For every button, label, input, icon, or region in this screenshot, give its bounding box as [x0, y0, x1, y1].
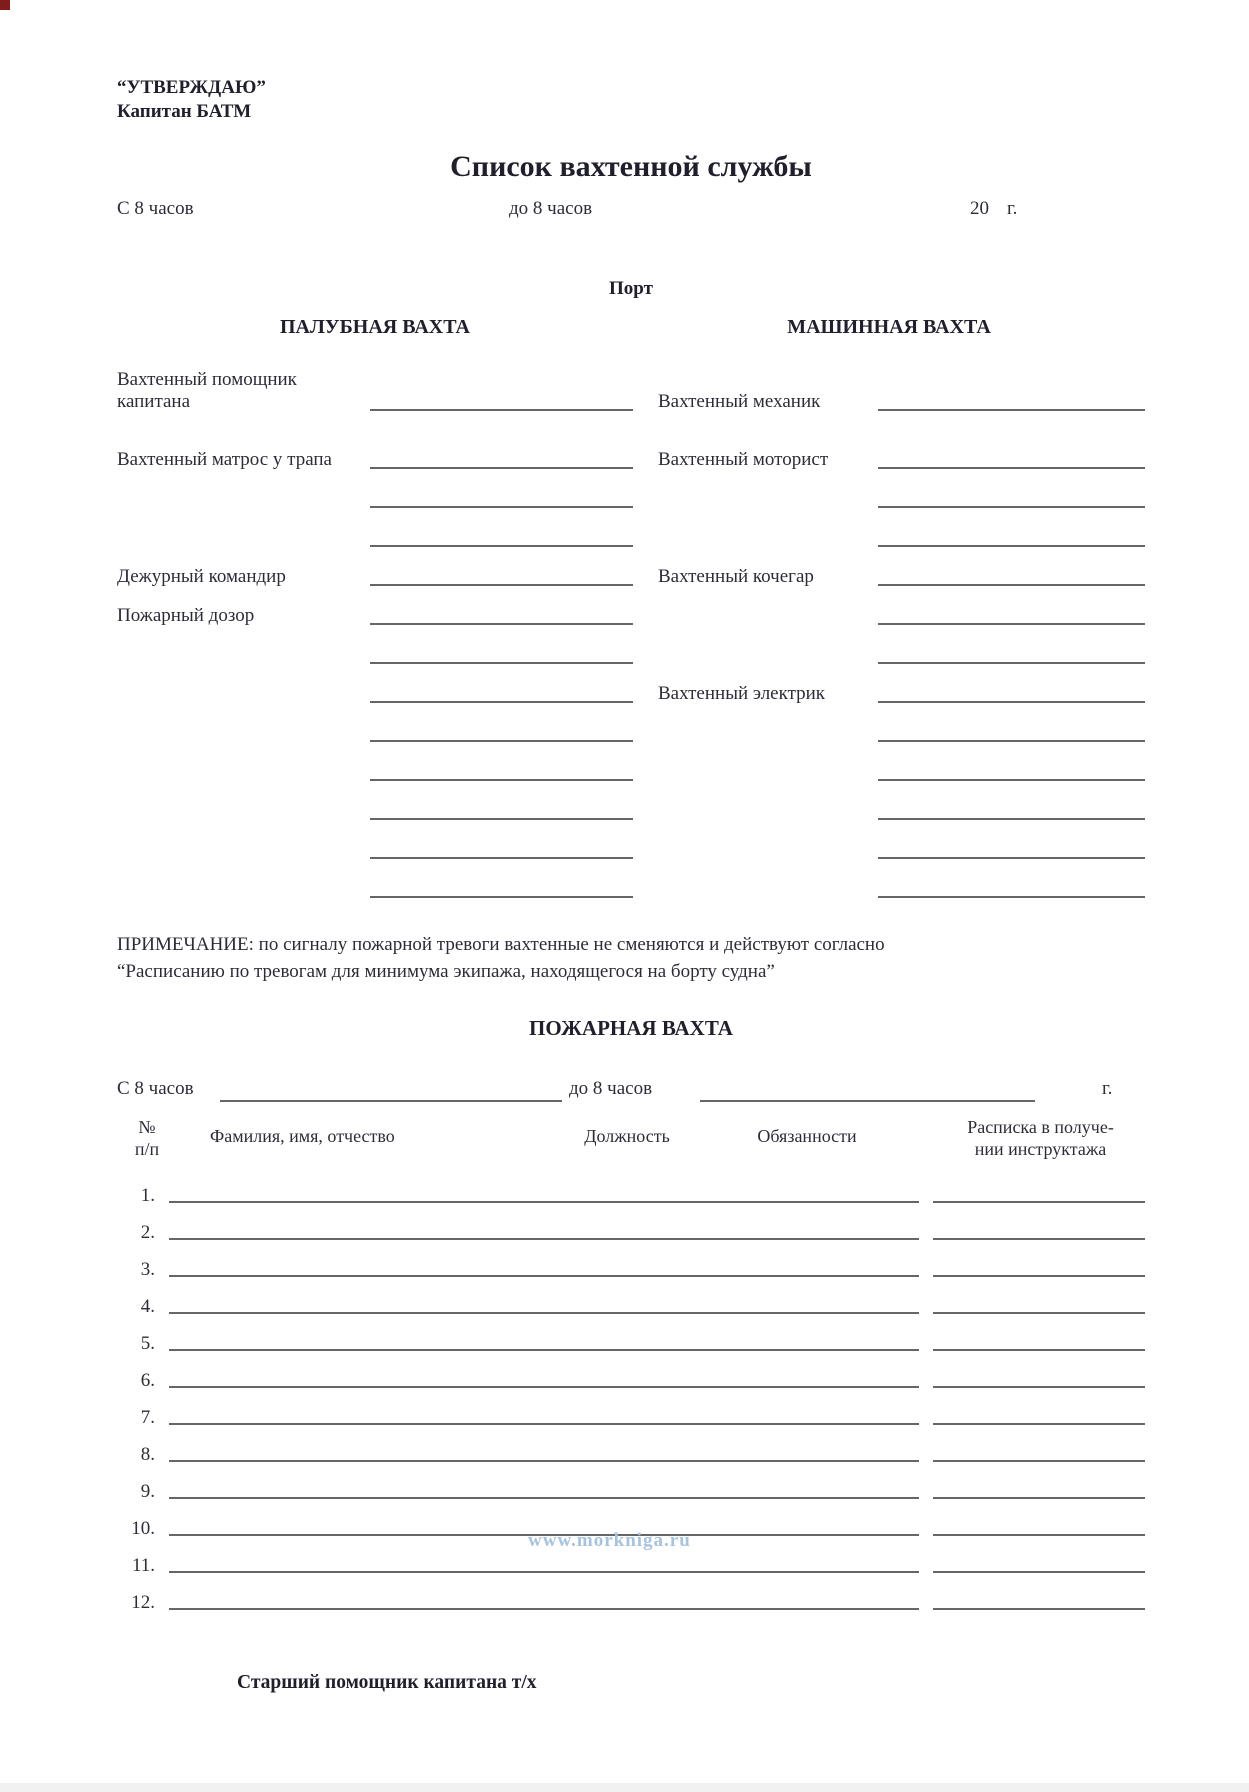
watch-row-label: Вахтенный электрик: [658, 683, 826, 705]
engine-watch-rows: [633, 356, 1145, 901]
watch-row: [117, 511, 633, 550]
table-row: [117, 1318, 1145, 1355]
fill-in-line: [878, 584, 1145, 586]
watch-row-label: Вахтенный кочегар: [658, 566, 814, 588]
table-row: [117, 1392, 1145, 1429]
fill-in-line: [169, 1423, 919, 1425]
column-header-receipt-line1: Расписка в получе-: [967, 1116, 1114, 1137]
fill-in-line: [169, 1238, 919, 1240]
watch-row: [633, 472, 1145, 511]
fire-year-suffix: г.: [1102, 1077, 1113, 1099]
table-row: [117, 1466, 1145, 1503]
watermark-text: www.morkniga.ru: [528, 1530, 691, 1551]
note-line-1: ПРИМЕЧАНИЕ: по сигналу пожарной тревоги вахтенные не сменяются и действуют согласно: [117, 933, 885, 955]
fire-period-row: [117, 1078, 1145, 1106]
fill-in-line: [370, 740, 633, 742]
receipt-fill-in-line: [933, 1608, 1145, 1610]
fill-in-line: [370, 409, 633, 411]
table-row: [117, 1577, 1145, 1614]
table-row: [117, 1355, 1145, 1392]
watch-row: [117, 628, 633, 667]
fill-in-line: [169, 1349, 919, 1351]
watch-row: [633, 706, 1145, 745]
fill-in-line: [220, 1100, 562, 1102]
table-row: [117, 1244, 1145, 1281]
watch-row: [633, 511, 1145, 550]
fire-period-from-label: С 8 часов: [117, 1077, 194, 1099]
fill-in-line: [370, 506, 633, 508]
receipt-fill-in-line: [933, 1497, 1145, 1499]
watch-row: [633, 550, 1145, 589]
period-row: [117, 198, 1145, 222]
column-header-number: [123, 1116, 171, 1161]
row-number: 4.: [140, 1295, 155, 1317]
receipt-fill-in-line: [933, 1201, 1145, 1203]
note-block: [117, 931, 1145, 986]
receipt-fill-in-line: [933, 1534, 1145, 1536]
fill-in-line: [169, 1312, 919, 1314]
fill-in-line: [878, 896, 1145, 898]
row-number: 11.: [131, 1554, 155, 1576]
watch-row: [633, 862, 1145, 901]
fill-in-line: [878, 857, 1145, 859]
engine-watch-heading: МАШИННАЯ ВАХТА: [787, 315, 991, 338]
watch-row-label: Вахтенный помощник капитана: [117, 368, 297, 413]
fire-watch-heading: ПОЖАРНАЯ ВАХТА: [529, 1015, 733, 1040]
watch-row: [117, 356, 633, 414]
approval-block: [117, 76, 1145, 124]
receipt-fill-in-line: [933, 1238, 1145, 1240]
watch-row: [633, 784, 1145, 823]
fill-in-line: [878, 545, 1145, 547]
row-number: 2.: [140, 1221, 155, 1243]
fire-period-to-label: до 8 часов: [569, 1077, 653, 1099]
fire-table-header: [117, 1116, 1145, 1166]
column-header-number-line2: п/п: [134, 1139, 160, 1160]
row-number: 3.: [140, 1258, 155, 1280]
column-header-position: Должность: [584, 1125, 670, 1146]
watch-row-label: Вахтенный моторист: [658, 449, 829, 471]
row-number: 5.: [140, 1332, 155, 1354]
row-number: 7.: [140, 1406, 155, 1428]
year-value: 20: [970, 197, 989, 219]
fill-in-line: [370, 662, 633, 664]
watch-row: [117, 472, 633, 511]
page-title: Список вахтенной службы: [450, 149, 812, 183]
receipt-fill-in-line: [933, 1386, 1145, 1388]
row-number: 6.: [140, 1369, 155, 1391]
watch-row-label: Вахтенный механик: [658, 391, 821, 413]
column-header-duties: Обязанности: [757, 1125, 857, 1146]
watch-row: [117, 862, 633, 901]
deck-watch-column: [117, 316, 633, 901]
fill-in-line: [878, 740, 1145, 742]
fill-in-line: [169, 1275, 919, 1277]
fill-in-line: [878, 623, 1145, 625]
fill-in-line: [370, 857, 633, 859]
fill-in-line: [878, 779, 1145, 781]
watch-row: [117, 706, 633, 745]
watch-row: [117, 784, 633, 823]
fill-in-line: [169, 1608, 919, 1610]
watch-row-label: Пожарный дозор: [117, 605, 255, 627]
watch-row: [633, 745, 1145, 784]
row-number: 12.: [131, 1591, 155, 1613]
column-header-name: Фамилия, имя, отчество: [210, 1125, 395, 1146]
form-content: [117, 0, 1145, 1694]
watch-row: [117, 550, 633, 589]
period-to-label: до 8 часов: [509, 197, 593, 219]
fill-in-line: [878, 506, 1145, 508]
column-header-receipt: [938, 1116, 1143, 1161]
fill-in-line: [169, 1201, 919, 1203]
deck-watch-rows: [117, 356, 633, 901]
fill-in-line: [370, 896, 633, 898]
column-header-number-line1: №: [138, 1116, 156, 1137]
row-number: 9.: [140, 1480, 155, 1502]
page-bottom-edge: [0, 1783, 1249, 1792]
receipt-fill-in-line: [933, 1349, 1145, 1351]
fill-in-line: [700, 1100, 1035, 1102]
receipt-fill-in-line: [933, 1423, 1145, 1425]
fill-in-line: [370, 779, 633, 781]
fill-in-line: [169, 1460, 919, 1462]
approval-captain-text: Капитан БАТМ: [117, 100, 252, 122]
deck-watch-heading: ПАЛУБНАЯ ВАХТА: [280, 315, 470, 338]
fill-in-line: [370, 584, 633, 586]
table-row: [117, 1207, 1145, 1244]
watch-row: [117, 745, 633, 784]
fill-in-line: [169, 1571, 919, 1573]
watch-row: [117, 589, 633, 628]
fill-in-line: [370, 818, 633, 820]
watch-row: [633, 356, 1145, 414]
watch-row: [633, 823, 1145, 862]
watch-row: [633, 628, 1145, 667]
watch-row: [117, 414, 633, 472]
fill-in-line: [370, 545, 633, 547]
receipt-fill-in-line: [933, 1312, 1145, 1314]
fill-in-line: [878, 818, 1145, 820]
table-row: [117, 1281, 1145, 1318]
fill-in-line: [878, 467, 1145, 469]
column-header-receipt-line2: нии инструктажа: [974, 1139, 1107, 1160]
watch-row-label: Вахтенный матрос у трапа: [117, 449, 332, 471]
engine-watch-column: [633, 316, 1145, 901]
port-label: Порт: [609, 277, 653, 299]
receipt-fill-in-line: [933, 1571, 1145, 1573]
table-row: [117, 1429, 1145, 1466]
fill-in-line: [878, 409, 1145, 411]
watch-row: [633, 667, 1145, 706]
receipt-fill-in-line: [933, 1460, 1145, 1462]
footer-signature-label: Старший помощник капитана т/х: [237, 1671, 537, 1693]
fill-in-line: [370, 467, 633, 469]
year-suffix: г.: [1007, 197, 1018, 219]
row-number: 1.: [140, 1184, 155, 1206]
row-number: 10.: [131, 1517, 155, 1539]
scan-corner-mark: [0, 0, 10, 10]
fill-in-line: [169, 1386, 919, 1388]
watch-row: [117, 823, 633, 862]
table-row: [117, 1170, 1145, 1207]
note-line-2: “Расписанию по тревогам для минимума экипажа, находящегося на борту судна”: [117, 961, 775, 983]
period-from-label: С 8 часов: [117, 197, 194, 219]
approval-stamp-text: “УТВЕРЖДАЮ”: [117, 77, 266, 98]
watch-columns: [117, 316, 1145, 901]
fill-in-line: [878, 662, 1145, 664]
watch-row: [633, 414, 1145, 472]
receipt-fill-in-line: [933, 1275, 1145, 1277]
fill-in-line: [878, 701, 1145, 703]
row-number: 8.: [140, 1443, 155, 1465]
watch-row: [633, 589, 1145, 628]
watch-row: [117, 667, 633, 706]
fill-in-line: [370, 623, 633, 625]
fill-in-line: [169, 1497, 919, 1499]
fill-in-line: [370, 701, 633, 703]
watch-row-label: Дежурный командир: [117, 566, 286, 588]
